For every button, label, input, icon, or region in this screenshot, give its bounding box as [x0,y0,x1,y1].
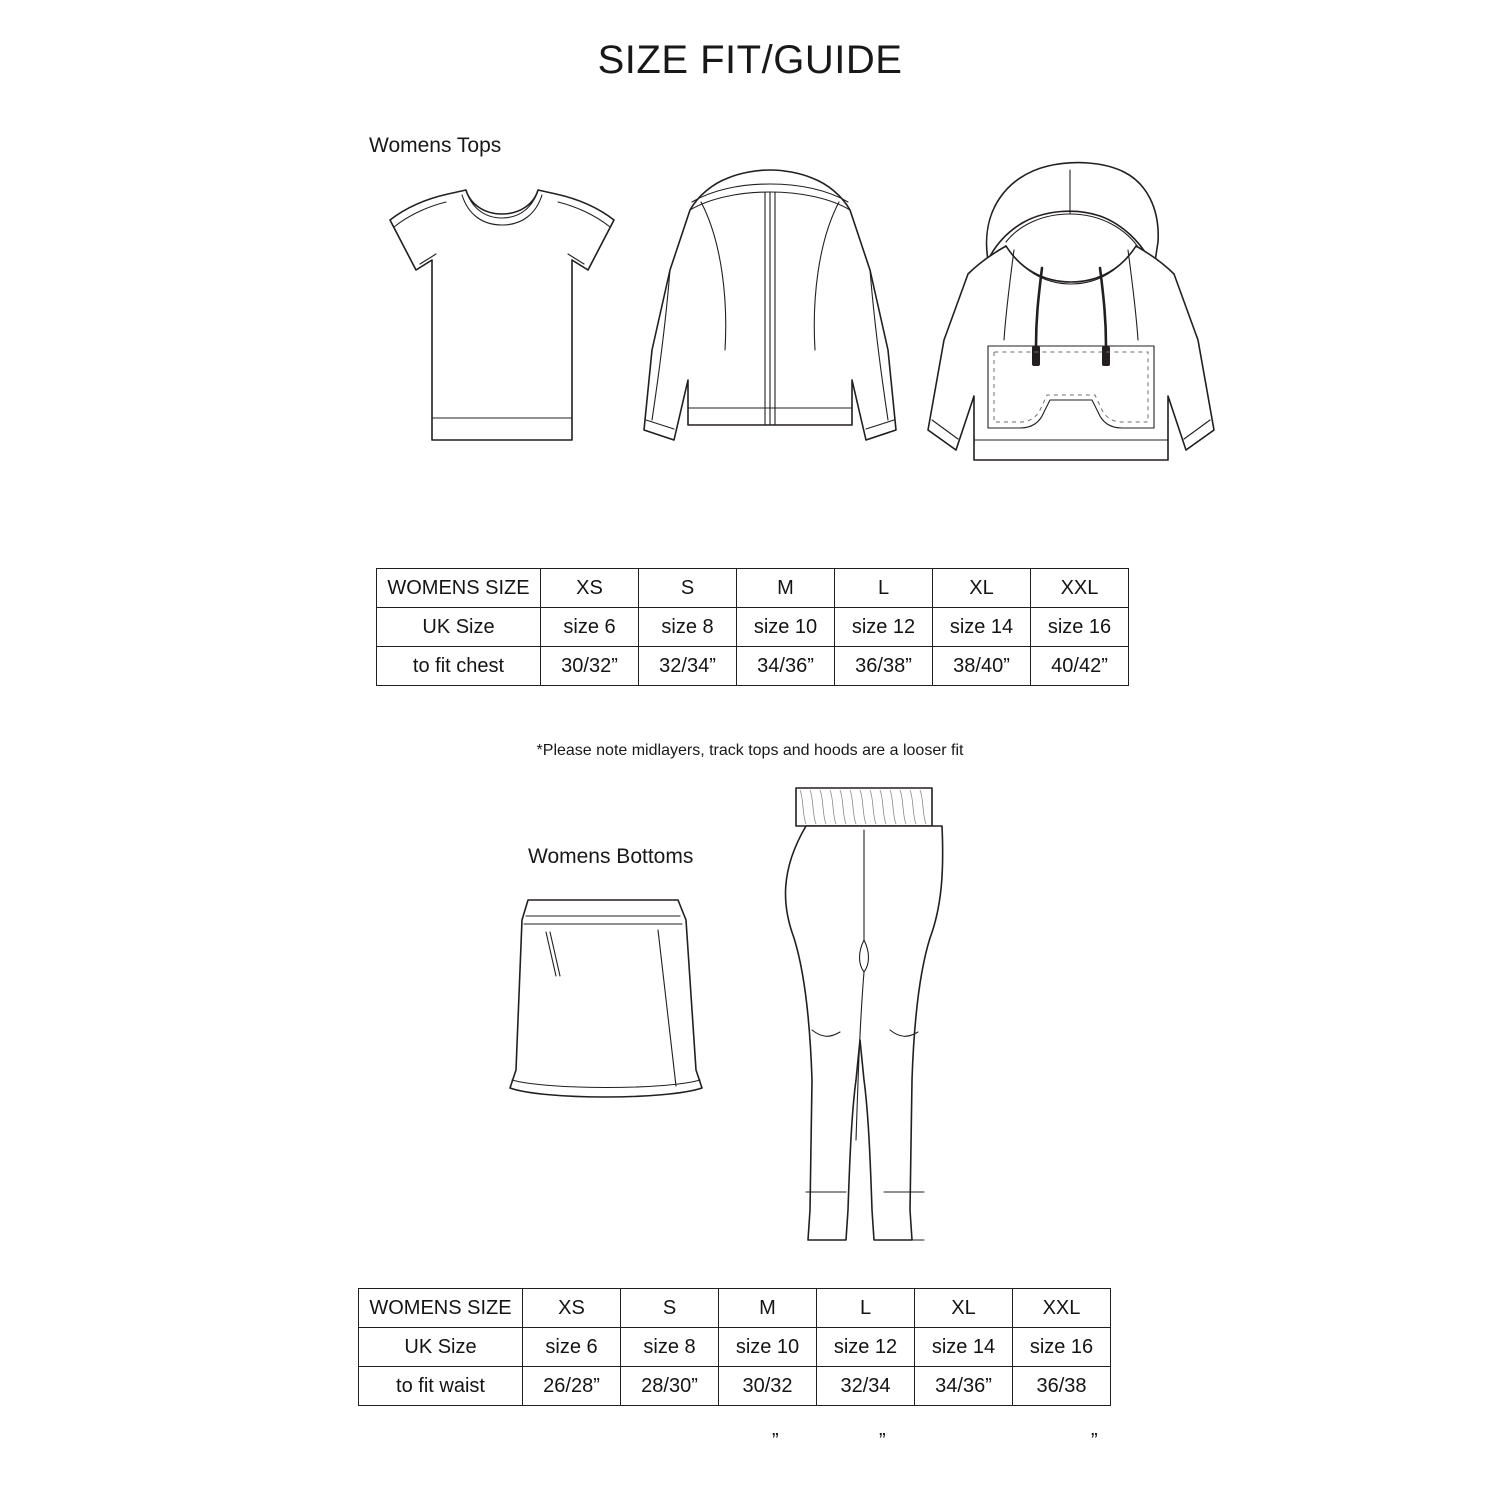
table-cell: 26/28” [523,1367,621,1406]
table-cell: size 8 [621,1328,719,1367]
row-label: to fit chest [377,647,541,686]
table-cell: S [639,569,737,608]
overflow-quote-mark: ” [879,1430,886,1452]
row-label: to fit waist [359,1367,523,1406]
leggings-front-icon [785,788,942,1240]
table-cell: 34/36” [737,647,835,686]
table-row [377,569,1129,608]
table-cell: size 16 [1013,1328,1111,1367]
table-cell: S [621,1289,719,1328]
table-row [359,1367,1111,1406]
tops-size-table [376,568,1129,686]
table-cell: size 14 [915,1328,1013,1367]
bottoms-size-table [358,1288,1111,1406]
track-top-front-icon [644,170,896,440]
table-cell: size 12 [817,1328,915,1367]
table-cell: 28/30” [621,1367,719,1406]
row-label: WOMENS SIZE [377,569,541,608]
table-cell: XL [915,1289,1013,1328]
overflow-quote-mark: ” [772,1430,779,1452]
table-cell: 38/40” [933,647,1031,686]
table-cell: 36/38 [1013,1367,1111,1406]
row-label: WOMENS SIZE [359,1289,523,1328]
table-row [359,1289,1111,1328]
table-cell: 30/32 [719,1367,817,1406]
overflow-quote-mark: ” [1091,1430,1098,1452]
table-cell: 36/38” [835,647,933,686]
table-cell: L [835,569,933,608]
table-cell: size 10 [737,608,835,647]
table-cell: size 12 [835,608,933,647]
table-cell: size 16 [1031,608,1129,647]
table-cell: M [737,569,835,608]
table-cell: XS [541,569,639,608]
hoodie-front-icon [928,163,1214,460]
table-row [377,608,1129,647]
table-cell: size 6 [523,1328,621,1367]
table-cell: 32/34 [817,1367,915,1406]
table-cell: 32/34” [639,647,737,686]
table-cell: 40/42” [1031,647,1129,686]
row-label: UK Size [359,1328,523,1367]
fit-note: *Please note midlayers, track tops and hoods are a looser fit [536,742,964,759]
table-cell: M [719,1289,817,1328]
section-label-womens-tops: Womens Tops [369,134,502,157]
table-cell: size 6 [541,608,639,647]
table-cell: L [817,1289,915,1328]
table-cell: 30/32” [541,647,639,686]
table-row [377,647,1129,686]
table-cell: 34/36” [915,1367,1013,1406]
womens-bottoms-illustrations [480,780,1100,1280]
table-cell: XS [523,1289,621,1328]
tshirt-front-icon [390,190,614,440]
table-cell: size 14 [933,608,1031,647]
table-row [359,1328,1111,1367]
table-cell: size 8 [639,608,737,647]
table-cell: XXL [1031,569,1129,608]
section-label-womens-bottoms: Womens Bottoms [528,845,694,868]
womens-tops-illustrations [270,150,1260,530]
page-title: SIZE FIT/GUIDE [597,38,903,82]
table-cell: XL [933,569,1031,608]
table-cell: XXL [1013,1289,1111,1328]
table-cell: size 10 [719,1328,817,1367]
skort-front-icon [510,900,702,1097]
row-label: UK Size [377,608,541,647]
